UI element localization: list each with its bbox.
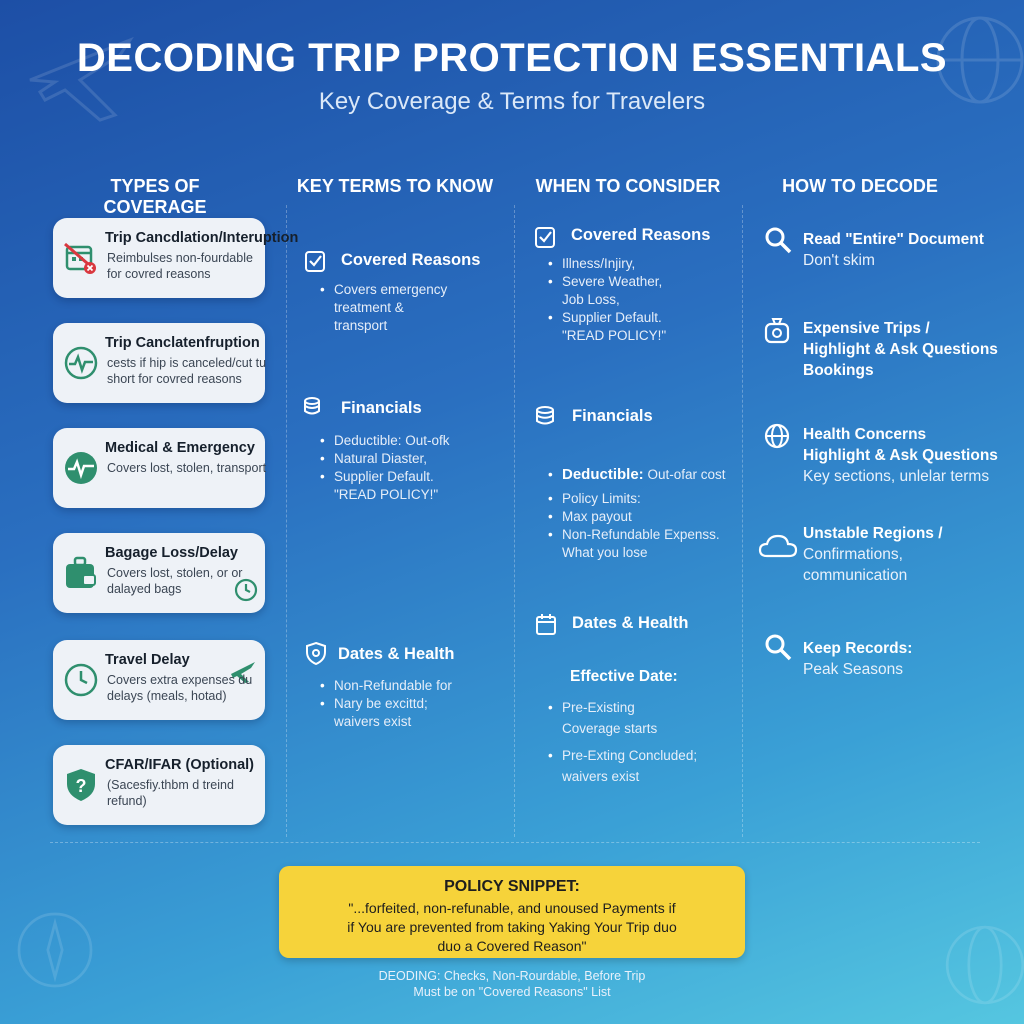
list-item: What you lose	[562, 545, 648, 560]
financials-list	[320, 432, 450, 504]
clock-icon	[63, 662, 99, 698]
section-title-dates: Dates & Health	[338, 645, 455, 663]
footer-line: DEODING: Checks, Non-Rourdable, Before Trip	[378, 969, 646, 983]
snippet-line: "...forfeited, non-refunable, and unoused Payments if	[348, 900, 676, 916]
column-divider	[514, 205, 515, 837]
list-item: waivers exist	[334, 714, 412, 729]
coverage-card-trip-cancellation[interactable]	[53, 218, 299, 298]
list-item: • Illness/Injiry,	[548, 255, 666, 273]
shield-icon	[304, 641, 328, 665]
covered-list	[548, 255, 666, 345]
card-title: Trip Cancdlation/Interuption	[105, 230, 299, 246]
list-item: "READ POLICY!"	[334, 487, 439, 502]
list-item: transport	[334, 318, 388, 333]
column-divider	[742, 205, 743, 837]
cloud-icon	[758, 532, 798, 560]
dates-list	[548, 697, 697, 787]
effective-date-label: Effective Date:	[570, 668, 678, 685]
decode-item	[803, 229, 984, 271]
card-title: Travel Delay	[105, 652, 190, 668]
list-item: treatment &	[334, 300, 404, 315]
decode-line: Key sections, unlelar terms	[803, 468, 990, 485]
list-item: "READ POLICY!"	[562, 328, 667, 343]
section-title-covered: Covered Reasons	[571, 226, 711, 244]
coins-icon	[302, 395, 326, 419]
card-title: Bagage Loss/Delay	[105, 545, 238, 561]
footer-note	[0, 968, 1024, 1000]
decode-heading: Keep Records:	[803, 640, 913, 657]
footer-line: Must be on "Covered Reasons" List	[413, 985, 611, 999]
column-header-decode: HOW TO DECODE	[782, 176, 938, 196]
decode-line: Peak Seasons	[803, 661, 903, 678]
dates-list	[320, 677, 452, 731]
section-title-financials: Financials	[572, 407, 653, 425]
snippet-title: POLICY SNIPPET:	[444, 878, 580, 895]
coverage-card-baggage[interactable]	[53, 533, 265, 613]
list-item: • Supplier Default.	[320, 468, 450, 486]
section-title-dates: Dates & Health	[572, 614, 689, 632]
column-header-terms: KEY TERMS TO KNOW	[296, 176, 494, 196]
search-icon	[764, 633, 792, 661]
decode-heading: Expensive Trips /	[803, 320, 930, 337]
list-item: • Nary be excittd;	[320, 695, 452, 713]
card-title: CFAR/IFAR (Optional)	[105, 757, 255, 773]
list-item: • Supplier Default.	[548, 309, 666, 327]
decode-item	[803, 424, 998, 487]
card-title: Trip Canclatenfruption	[105, 335, 260, 351]
calendar-cancel-icon	[63, 240, 99, 276]
list-item: Coverage starts	[562, 721, 658, 736]
policy-snippet	[279, 866, 745, 958]
column-divider	[286, 205, 287, 837]
list-item: • Policy Limits:	[548, 490, 725, 508]
decode-item	[803, 638, 912, 680]
deductible-label: Deductible:	[562, 466, 644, 483]
column-header-when: WHEN TO CONSIDER	[535, 176, 721, 196]
shield-question-icon	[63, 767, 99, 803]
decode-line: Highlight & Ask Questions	[803, 447, 998, 464]
list-item: • Deductible: Out-ofk	[320, 432, 450, 450]
section-title-financials: Financials	[341, 399, 422, 417]
medical-heartbeat-icon	[63, 450, 99, 486]
section-title-covered: Covered Reasons	[341, 251, 481, 269]
list-item: • Severe Weather,	[548, 273, 666, 291]
coins-icon	[533, 404, 557, 428]
coverage-card-cfar[interactable]	[53, 745, 265, 825]
snippet-line: if You are prevented from taking Yaking Your Trip duo	[347, 919, 677, 935]
checklist-icon	[303, 249, 327, 273]
dollar-bag-icon	[763, 316, 791, 344]
decode-line: Confirmations,	[803, 546, 903, 563]
decode-line: communication	[803, 567, 908, 584]
luggage-icon	[63, 555, 99, 591]
decode-heading: Read "Entire" Document	[803, 231, 984, 248]
card-description: Covers extra expenses du delays (meals, hotad)	[107, 673, 253, 703]
list-item: • Max payout	[548, 508, 725, 526]
column-header-types: TYPES OF COVERAGE	[103, 176, 207, 217]
list-item: • Non-Refundable Expenss.	[548, 526, 725, 544]
search-icon	[764, 226, 792, 254]
list-item: • Covers emergency	[320, 281, 447, 299]
card-description: Covers lost, stolen, or or dalayed bags	[107, 566, 243, 596]
svg-text:?: ?	[75, 776, 87, 796]
financials-list	[548, 466, 725, 562]
decode-item	[803, 523, 943, 586]
list-item: • Non-Refundable for	[320, 677, 452, 695]
page-subtitle: Key Coverage & Terms for Travelers	[318, 88, 706, 115]
checklist-icon	[533, 225, 557, 249]
card-description: Covers lost, stolen, transport	[107, 461, 267, 475]
card-description: (Sacesfiy.thbm d treind refund)	[107, 778, 234, 808]
snippet-body	[279, 899, 745, 956]
decode-heading: Unstable Regions /	[803, 525, 943, 542]
covered-list	[320, 281, 447, 335]
decode-line: Highlight & Ask Questions	[803, 341, 998, 358]
list-item: Job Loss,	[562, 292, 620, 307]
deductible-value: Out-ofar cost	[643, 467, 726, 482]
page-title: DECODING TRIP PROTECTION ESSENTIALS	[76, 36, 948, 80]
heartbeat-icon	[63, 345, 99, 381]
coverage-card-trip-interruption[interactable]	[53, 323, 265, 403]
card-description: Reimbulses non-fourdable for covred reasons	[107, 251, 253, 281]
list-item: • Natural Diaster,	[320, 450, 450, 468]
calendar-icon	[534, 612, 558, 636]
list-item	[548, 466, 725, 484]
coverage-card-travel-delay[interactable]	[53, 640, 265, 720]
coverage-card-medical[interactable]	[53, 428, 265, 508]
list-item: waivers exist	[562, 769, 640, 784]
globe-icon	[763, 422, 791, 450]
decode-line: Don't skim	[803, 252, 875, 269]
decode-item	[803, 318, 998, 381]
list-item: • Pre-Exting Concluded;	[548, 745, 697, 766]
section-divider	[50, 842, 980, 843]
card-description: cests if hip is canceled/cut tu short for covred reasons	[107, 356, 267, 386]
card-title: Medical & Emergency	[105, 440, 255, 456]
snippet-line: duo a Covered Reason"	[437, 938, 587, 954]
decode-heading: Health Concerns	[803, 426, 927, 443]
decode-line: Bookings	[803, 362, 874, 379]
list-item: • Pre-Existing	[548, 697, 697, 718]
